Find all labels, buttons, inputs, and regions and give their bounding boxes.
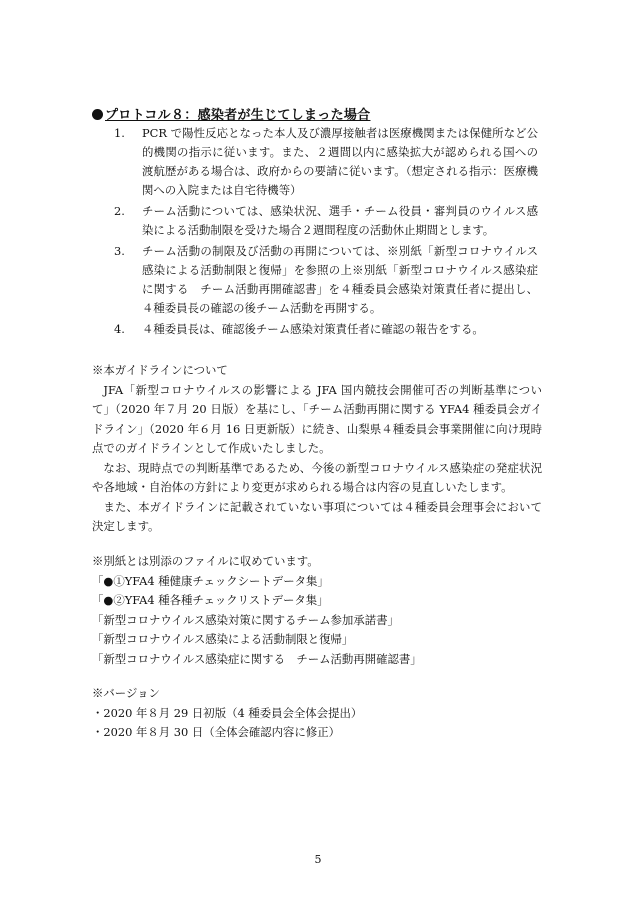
list-item [114, 124, 538, 200]
item-number: 1. [114, 126, 125, 140]
attachment-item: 「●①YFA4 種健康チェックシートデータ集」 [92, 573, 329, 588]
protocol-list [114, 124, 538, 341]
item-number: 4. [114, 322, 125, 336]
version-item: ・2020 年８月 29 日初版（4 種委員会全体会提出） [92, 705, 363, 720]
version-title: ※バージョン [92, 686, 160, 700]
section-heading-text: プロトコル８：感染者が生じてしまった場合 [105, 108, 371, 123]
guideline-title: ※本ガイドラインについて [92, 363, 228, 377]
guideline-section [92, 361, 542, 537]
item-text: ４種委員長は、確認後チーム感染対策責任者に確認の報告をする。 [142, 322, 484, 336]
attachments-title: ※別紙とは別添のファイルに収めています。 [92, 554, 319, 568]
list-item [114, 202, 538, 240]
item-text: チーム活動の制限及び活動の再開については、※別紙「新型コロナウイルス感染による活動制限と復帰」を参照の上※別紙「新型コロナウイルス感染症に関する チーム活動再開確認書」を４種委員会感染対策責任者に提出し、４種委員長の確認の後チーム活動を再開する。 [142, 244, 538, 315]
list-item [114, 320, 538, 339]
guideline-paragraph: また、本ガイドラインに記載されていない事項については４種委員会理事会において決定します。 [92, 499, 542, 533]
item-text: チーム活動については、感染状況、選手・チーム役員・審判員のウイルス感染による活動制限を受けた場合２週間程度の活動休止期間とします。 [142, 204, 538, 237]
item-number: 2. [114, 204, 125, 218]
guideline-paragraph: なお、現時点での判断基準であるため、今後の新型コロナウイルス感染症の発症状況や各地域・自治体の方針により変更が求められる場合は内容の見直しいたします。 [92, 460, 542, 494]
list-item [114, 242, 538, 318]
attachment-item: 「新型コロナウイルス感染対策に関するチーム参加承諾書」 [92, 612, 399, 627]
attachment-item: 「新型コロナウイルス感染による活動制限と復帰」 [92, 632, 354, 646]
version-item: ・2020 年８月 30 日（全体会確認内容に修正） [92, 725, 340, 739]
attachments-section [92, 552, 542, 669]
section-heading [92, 104, 370, 123]
guideline-paragraph: JFA「新型コロナウイルスの影響による JFA 国内競技会開催可否の判断基準について」（2020 年７月 20 日版）を基にし、「チーム活動再開に関する YFA4 種委員会ガイドライン」（2020 年６月 16 日更新版）に続き、山梨県４種委員会事業開催に向け現時点でのガイドラインとして作成いたしました。 [92, 382, 542, 455]
attachment-item: 「新型コロナウイルス感染症に関する チーム活動再開確認書」 [92, 651, 422, 666]
item-text: PCR で陽性反応となった本人及び濃厚接触者は医療機関または保健所など公的機関の指示に従います。また、２週間以内に感染拡大が認められる国への渡航歴がある場合は、政府からの要請に従います。（想定される指示：医療機関への入院または自宅待機等） [142, 126, 538, 197]
version-section [92, 684, 542, 743]
attachment-item: 「●②YFA4 種各種チェックリストデータ集」 [92, 593, 329, 607]
item-number: 3. [114, 244, 125, 258]
page-number: 5 [314, 853, 322, 866]
bullet-icon [92, 109, 103, 120]
